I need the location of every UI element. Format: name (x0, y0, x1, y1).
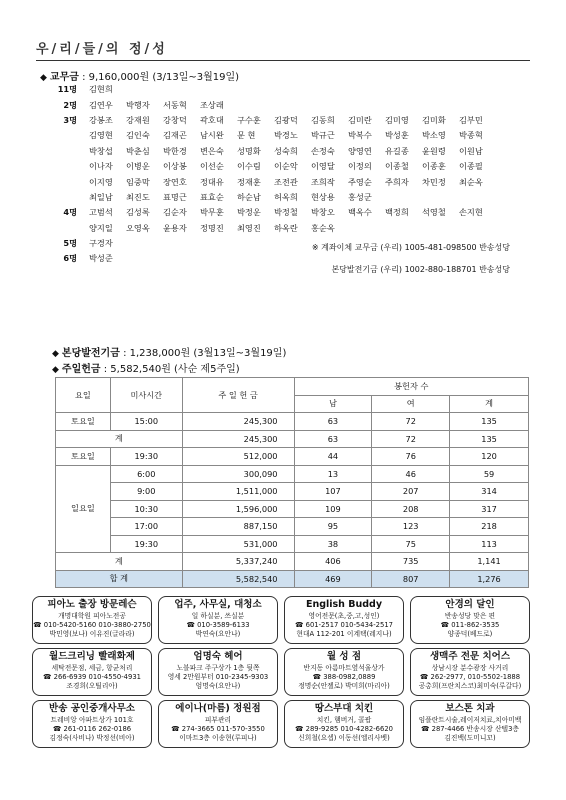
table-row (56, 483, 529, 501)
account-note-fund: 본당발전기금 (우리) 1002-880-188701 반송성당 (331, 265, 510, 274)
cell-female: 208 (372, 500, 450, 518)
ad-line: 박민영(보나) 이유진(글라라) (49, 630, 135, 638)
header-time: 미사시간 (110, 378, 182, 413)
diamond-bullet-icon: ◆ (40, 73, 47, 83)
ad-line: 반송성당 맞은 편 (444, 612, 496, 620)
cell-amount: 245,300 (182, 413, 294, 431)
ad-card (158, 700, 278, 748)
ad-line: ☎ 011-862-3535 (440, 621, 500, 629)
header-amount: 주 일 헌 금 (182, 378, 294, 413)
cell-sum: 1,141 (450, 553, 529, 571)
donor-name: 박규근 (311, 130, 335, 141)
cell-male: 406 (294, 553, 372, 571)
donor-name: 박행자 (126, 99, 150, 110)
ad-card (284, 596, 404, 644)
donor-name: 손정숙 (311, 145, 335, 156)
donor-name: 박창오 (311, 207, 335, 218)
tithe-row (45, 159, 494, 174)
cell-time: 19:30 (110, 535, 182, 553)
donor-name: 박소영 (422, 130, 446, 141)
donor-name: 성명화 (237, 145, 261, 156)
donor-name: 김영현 (89, 130, 113, 141)
cell-sum: 314 (450, 483, 529, 501)
title-divider (36, 60, 530, 61)
cell-sum: 59 (450, 465, 529, 483)
ad-card (410, 596, 530, 644)
donor-name: 윤원령 (422, 145, 446, 156)
donor-name: 박성훈 (385, 130, 409, 141)
donor-name: 차민정 (422, 176, 446, 187)
donor-name: 석영철 (422, 207, 446, 218)
donor-name: 이영달 (311, 161, 335, 172)
group-count-spacer (45, 144, 87, 159)
ad-line: 세탁전문점, 세금, 항균처리 (51, 664, 133, 672)
ad-title: 피아노 출장 방문레슨 (47, 599, 137, 610)
donor-name: 이상봉 (163, 161, 187, 172)
donor-name: 박춘심 (126, 145, 150, 156)
ad-line: 치킨, 햄버거, 콜팝 (316, 716, 372, 724)
ad-title: 엄명숙 헤어 (193, 651, 243, 662)
ad-title: 업주, 사무실, 대청소 (174, 599, 262, 610)
table-row (56, 535, 529, 553)
cell-male: 38 (294, 535, 372, 553)
tithe-row (45, 205, 494, 220)
table-row (56, 465, 529, 483)
cell-male: 13 (294, 465, 372, 483)
donor-name: 이종필 (459, 161, 483, 172)
cell-time: 6:00 (110, 465, 182, 483)
ad-line: 영세 2만원부터 010-2345-9303 (167, 673, 269, 681)
ad-card (32, 596, 152, 644)
group-count: 11명 (57, 84, 77, 95)
donor-name: 이수림 (237, 161, 261, 172)
donor-name: 박복수 (348, 130, 372, 141)
donor-name: 장연호 (163, 176, 187, 187)
ad-line: ☎ 601-2517 010-5434-2517 (295, 621, 393, 629)
header-sum: 계 (450, 395, 529, 413)
donor-name: 박종혁 (459, 130, 483, 141)
donor-name: 양영연 (348, 145, 372, 156)
table-row (56, 413, 529, 431)
cell-sum: 317 (450, 500, 529, 518)
donor-name: 최진도 (126, 191, 150, 202)
ad-title: 에이나(마름) 정원점 (175, 703, 261, 714)
donor-name: 하순남 (237, 191, 261, 202)
donor-name: 백정희 (385, 207, 409, 218)
ad-card (158, 648, 278, 696)
tithe-label: 교무금 (49, 72, 79, 83)
donor-name: 표명근 (163, 191, 187, 202)
ad-line: ☎ 010-5420-5160 010-3880-2750 (33, 621, 151, 629)
cell-day: 토요일 (56, 413, 111, 431)
cell-female: 735 (372, 553, 450, 571)
cell-amount: 887,150 (182, 518, 294, 536)
donor-name: 박창섭 (89, 145, 113, 156)
donor-name: 이정의 (348, 161, 372, 172)
ad-card (284, 700, 404, 748)
account-note-tithe: ※ 계좌이체 교무금 (우리) 1005-481-098500 반송성당 (311, 243, 510, 252)
donor-name: 변은숙 (200, 145, 224, 156)
header-day: 요일 (56, 378, 111, 413)
ad-line: ☎ 262-2977, 010-5502-1888 (419, 673, 521, 681)
cell-sum: 120 (450, 448, 529, 466)
donor-name: 정재훈 (237, 176, 261, 187)
cell-female: 72 (372, 430, 450, 448)
ad-title: 생맥주 전문 치어스 (429, 651, 511, 662)
ad-line: ☎ 266-6939 010-4550-4931 (43, 673, 141, 681)
cell-male: 63 (294, 413, 372, 431)
header-female: 여 (372, 395, 450, 413)
cell-female: 75 (372, 535, 450, 553)
cell-time: 9:00 (110, 483, 182, 501)
ad-line: 정명순(안젤로) 박미희(마리아) (298, 682, 390, 690)
cell-male: 109 (294, 500, 372, 518)
tithe-row (45, 190, 494, 205)
cell-amount: 5,337,240 (182, 553, 294, 571)
donor-name: 유길종 (385, 145, 409, 156)
group-count-spacer (45, 190, 87, 205)
donor-name: 조상래 (200, 99, 224, 110)
ad-line: ☎ 261-0116 262-0186 (52, 725, 132, 733)
donor-name: 성숙희 (274, 145, 298, 156)
cell-subtotal-label: 계 (56, 430, 183, 448)
donor-name: 정대유 (200, 176, 224, 187)
cell-female: 123 (372, 518, 450, 536)
donor-name: 김인숙 (126, 130, 150, 141)
tithe-header (40, 68, 239, 83)
donor-name: 최순옥 (459, 176, 483, 187)
tithe-row (45, 128, 494, 143)
donor-name: 하옥란 (274, 222, 298, 233)
donor-name: 김부민 (459, 114, 483, 125)
subtotal-row (56, 553, 529, 571)
grand-total-row (56, 570, 529, 588)
donor-name: 윤용자 (163, 222, 187, 233)
donor-name: 오영옥 (126, 222, 150, 233)
donor-name: 허옥희 (274, 191, 298, 202)
cell-total-label: 합 계 (56, 570, 183, 588)
group-count: 5명 (63, 238, 77, 249)
fund-label: 본당발전기금 (61, 348, 120, 359)
ad-title: 보스톤 치과 (445, 703, 495, 714)
cell-female: 46 (372, 465, 450, 483)
ad-line: 박연숙(요안나) (195, 630, 241, 638)
table-row (56, 500, 529, 518)
ad-card (158, 596, 278, 644)
header-envelopes: 봉헌자 수 (294, 378, 528, 396)
ads-grid (32, 596, 532, 748)
diamond-bullet-icon: ◆ (52, 365, 59, 375)
ad-card (32, 648, 152, 696)
ad-card (284, 648, 404, 696)
tithe-row (45, 82, 494, 97)
tithe-row (45, 113, 494, 128)
cell-male: 63 (294, 430, 372, 448)
group-count: 4명 (63, 207, 77, 218)
cell-male: 95 (294, 518, 372, 536)
tithe-row (45, 221, 494, 236)
group-count-spacer (45, 174, 87, 189)
donor-name: 곽호대 (200, 114, 224, 125)
cell-amount: 1,596,000 (182, 500, 294, 518)
ad-line: 엄명숙(요안나) (195, 682, 241, 690)
donor-name: 김재곤 (163, 130, 187, 141)
cell-sum: 1,276 (450, 570, 529, 588)
group-count-spacer (45, 159, 87, 174)
tithe-amount: : 9,160,000원 (3/13일~3월19일) (82, 72, 240, 83)
cell-amount: 5,582,540 (182, 570, 294, 588)
donor-name: 박한경 (163, 145, 187, 156)
donor-name: 표효순 (200, 191, 224, 202)
donor-name: 임중막 (126, 176, 150, 187)
fund-amount: : 1,238,000원 (3월13일~3월19일) (123, 348, 287, 359)
cell-day: 토요일 (56, 448, 111, 466)
donor-name: 김미영 (385, 114, 409, 125)
table-row (56, 518, 529, 536)
ad-line: ☎ 388-0982,0889 (312, 673, 376, 681)
ad-line: 김진백(도미니꼬) (444, 734, 496, 742)
donor-name: 주영순 (348, 176, 372, 187)
ad-line: 영어전문(초,중,고,성인) (308, 612, 380, 620)
ad-line: 상남시장 분수광장 사거리 (431, 664, 509, 672)
ad-title: English Buddy (305, 599, 383, 610)
donor-name: 김순자 (163, 207, 187, 218)
ad-line: 개명대학원 피아노전공 (58, 612, 126, 620)
ad-line: 임플란트시술,레이저치료,치아미백 (418, 716, 522, 724)
donor-name: 주희자 (385, 176, 409, 187)
ad-line: 신희철(요셉) 이동선(엘리사벳) (298, 734, 390, 742)
donor-name: 이원남 (459, 145, 483, 156)
donor-name: 김성록 (126, 207, 150, 218)
donor-name: 박정철 (274, 207, 298, 218)
table-row (56, 448, 529, 466)
donor-name: 이선순 (200, 161, 224, 172)
donor-name: 김미란 (348, 114, 372, 125)
donor-name: 홍성군 (348, 191, 372, 202)
group-count-spacer (45, 221, 87, 236)
donor-name: 양지일 (89, 222, 113, 233)
ad-line: 노블파크 주구상가 1층 뒷쪽 (176, 664, 260, 672)
offering-amount: : 5,582,540원 (사순 제5주일) (103, 364, 240, 375)
donor-name: 강봉조 (89, 114, 113, 125)
cell-time: 19:30 (110, 448, 182, 466)
donor-name: 박경노 (274, 130, 298, 141)
ad-line: 피부관리 (204, 716, 232, 724)
donor-name: 고범석 (89, 207, 113, 218)
fund-header (52, 344, 286, 359)
donor-name: 이순악 (274, 161, 298, 172)
ad-line: 이마트3층 이송현(루피나) (179, 734, 257, 742)
donor-name: 강창덕 (163, 114, 187, 125)
cell-sum: 135 (450, 430, 529, 448)
tithe-row (45, 144, 494, 159)
donor-name: 김연우 (89, 99, 113, 110)
cell-amount: 300,090 (182, 465, 294, 483)
donor-name: 박무훈 (200, 207, 224, 218)
ad-title: 땅스부대 치킨 (314, 703, 374, 714)
cell-male: 44 (294, 448, 372, 466)
group-count: 3명 (63, 114, 77, 125)
ad-title: 안경의 달인 (445, 599, 495, 610)
ad-title: 월드크리닝 빨래화제 (49, 651, 135, 662)
donor-name: 이병운 (126, 161, 150, 172)
page-title: 우/리/들/의 정/성 (36, 42, 168, 57)
tithe-names-table (45, 82, 494, 267)
offering-table (55, 377, 529, 588)
donor-name: 최일남 (89, 191, 113, 202)
cell-time: 15:00 (110, 413, 182, 431)
donor-name: 문 현 (237, 130, 256, 141)
donor-name: 김미화 (422, 114, 446, 125)
donor-name: 김광덕 (274, 114, 298, 125)
subtotal-row (56, 430, 529, 448)
cell-time: 17:00 (110, 518, 182, 536)
donor-name: 구수훈 (237, 114, 261, 125)
donor-name: 구경자 (89, 238, 113, 249)
cell-time: 10:30 (110, 500, 182, 518)
donor-name: 백옥수 (348, 207, 372, 218)
cell-male: 107 (294, 483, 372, 501)
cell-subtotal-label: 계 (56, 553, 183, 571)
donor-name: 홍순옥 (311, 222, 335, 233)
ad-line: 반지동 아름마트옆석울상가 (303, 664, 385, 672)
donor-name: 조전관 (274, 176, 298, 187)
cell-amount: 512,000 (182, 448, 294, 466)
ad-line: 양종덕(베드로) (447, 630, 493, 638)
tithe-row (45, 174, 494, 189)
donor-name: 현상용 (311, 191, 335, 202)
donor-name: 김현희 (89, 84, 113, 95)
ad-card (410, 700, 530, 748)
donor-name: 이종훈 (422, 161, 446, 172)
group-count: 6명 (63, 253, 77, 264)
ad-card (32, 700, 152, 748)
ad-line: ☎ 274-3665 011-570-3550 (171, 725, 265, 733)
cell-sum: 113 (450, 535, 529, 553)
ad-line: 트레비앙 아파트상가 101호 (50, 716, 134, 724)
group-count-spacer (45, 128, 87, 143)
tithe-row (45, 97, 494, 112)
offering-label: 주일헌금 (61, 364, 101, 375)
cell-male: 469 (294, 570, 372, 588)
donor-name: 박성준 (89, 253, 113, 264)
donor-name: 남시완 (200, 130, 224, 141)
cell-female: 76 (372, 448, 450, 466)
cell-female: 72 (372, 413, 450, 431)
cell-day: 일요일 (56, 465, 111, 553)
ad-line: 조경희(오틸리아) (66, 682, 118, 690)
ad-line: 현대A 112-201 이계택(레지나) (296, 630, 392, 638)
diamond-bullet-icon: ◆ (52, 349, 59, 359)
donor-name: 정명진 (200, 222, 224, 233)
ad-line: ☎ 010-3589-6133 (186, 621, 250, 629)
cell-female: 207 (372, 483, 450, 501)
ad-line: 김정숙(사비나) 박정선(비아) (49, 734, 135, 742)
ad-title: 월 성 점 (326, 651, 362, 662)
donor-name: 최영진 (237, 222, 261, 233)
ad-line: 일 하실분, 쓰실분 (191, 612, 245, 620)
cell-amount: 245,300 (182, 430, 294, 448)
donor-name: 이지영 (89, 176, 113, 187)
cell-sum: 135 (450, 413, 529, 431)
donor-name: 서동혁 (163, 99, 187, 110)
group-count: 2명 (63, 99, 77, 110)
donor-name: 손지현 (459, 207, 483, 218)
ad-line: 공총희(프란치스코)최미숙(루갈다) (418, 682, 522, 690)
donor-name: 강재원 (126, 114, 150, 125)
cell-sum: 218 (450, 518, 529, 536)
donor-name: 김동희 (311, 114, 335, 125)
ad-card (410, 648, 530, 696)
header-male: 남 (294, 395, 372, 413)
cell-amount: 531,000 (182, 535, 294, 553)
donor-name: 박정운 (237, 207, 261, 218)
offering-header (52, 360, 240, 375)
donor-name: 조희작 (311, 176, 335, 187)
cell-female: 807 (372, 570, 450, 588)
ad-title: 반송 공인중개사무소 (49, 703, 135, 714)
cell-amount: 1,511,000 (182, 483, 294, 501)
donor-name: 이종철 (385, 161, 409, 172)
donor-name: 이나자 (89, 161, 113, 172)
ad-line: ☎ 289-9285 010-4282-6620 (295, 725, 393, 733)
ad-line: ☎ 287-4466 반송시장 산텔3층 (421, 725, 519, 733)
